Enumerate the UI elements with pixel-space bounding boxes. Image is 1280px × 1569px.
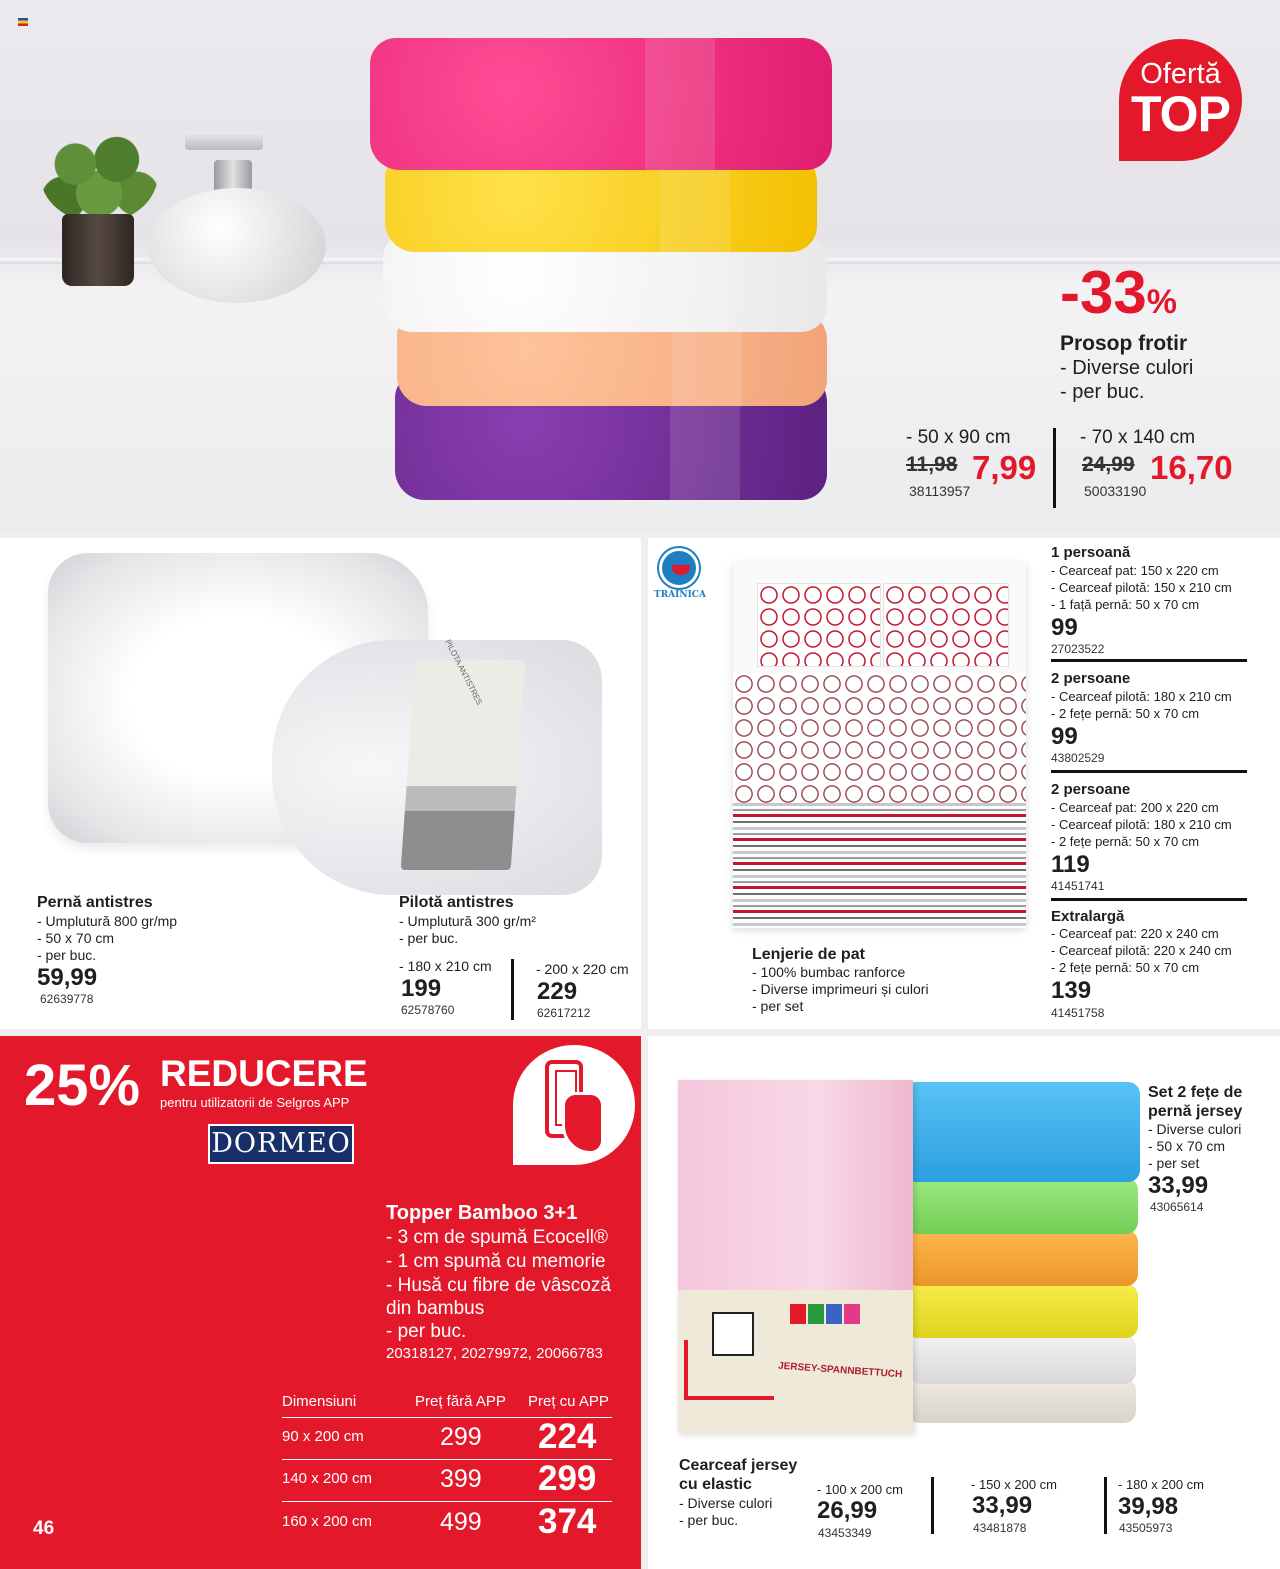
divider: [1053, 428, 1056, 508]
pillow-title: Pernă antistres: [37, 894, 153, 911]
divider: [511, 959, 514, 1020]
promo-percent: 25%: [24, 1053, 141, 1118]
topper-detail: - per buc.: [386, 1321, 467, 1342]
jersey-sheet-size: - 100 x 200 cm: [817, 1482, 903, 1497]
duvet-price: 229: [537, 978, 578, 1005]
jersey-sheet-price: 39,98: [1118, 1493, 1179, 1520]
bedding-variant-line: - 2 fețe pernă: 50 x 70 cm: [1051, 834, 1200, 849]
bedding-detail: - Diverse imprimeuri și culori: [752, 981, 929, 997]
pillowcase-image: [883, 583, 1009, 667]
jersey-pillow-title: Set 2 fețe de: [1148, 1084, 1243, 1101]
jersey-pillow-price: 33,99: [1148, 1172, 1209, 1199]
topper-detail: din bambus: [386, 1298, 485, 1319]
bedding-image: [733, 563, 1026, 928]
jersey-sheet-code: 43453349: [818, 1526, 872, 1540]
hero-section: [0, 0, 1280, 532]
bedding-variant-price: 99: [1051, 614, 1078, 641]
bedding-variant-name: 2 persoane: [1051, 670, 1131, 687]
pillow-detail: - 50 x 70 cm: [37, 930, 115, 946]
pillowcase-image: [757, 583, 881, 667]
variant-size: - 70 x 140 cm: [1080, 427, 1196, 448]
table-cell-price: 499: [440, 1508, 482, 1536]
jersey-pillow-detail: - 50 x 70 cm: [1148, 1138, 1226, 1154]
bedding-variant-line: - Cearceaf pilotă: 220 x 240 cm: [1051, 943, 1232, 958]
jersey-sheet-price: 33,99: [972, 1492, 1033, 1519]
discount-value: -33: [1060, 259, 1147, 326]
old-price: 24,99: [1082, 453, 1135, 476]
product-detail: - per buc.: [1060, 381, 1145, 403]
bedding-variant-code: 27023522: [1051, 642, 1105, 656]
bedding-variant-name: Extralargă: [1051, 908, 1125, 925]
bedding-title: Lenjerie de pat: [752, 946, 865, 963]
jersey-pillow-title: pernă jersey: [1148, 1103, 1243, 1120]
trainica-logo: [654, 548, 704, 614]
bedding-variant-line: - 2 fețe pernă: 50 x 70 cm: [1051, 960, 1200, 975]
jersey-pack-image: [678, 1080, 913, 1433]
bedding-variant-line: - Cearceaf pat: 200 x 220 cm: [1051, 800, 1219, 815]
jersey-pillow-detail: - Diverse culori: [1148, 1121, 1242, 1137]
separator: [0, 532, 1280, 538]
product-title: Prosop frotir: [1060, 332, 1188, 355]
jersey-orange-image: [906, 1230, 1138, 1286]
oferta-top-badge: [1119, 39, 1242, 161]
jersey-blue-image: [904, 1082, 1140, 1182]
duvet-size: - 200 x 220 cm: [536, 961, 629, 977]
divider: [1051, 659, 1247, 662]
table-header: Preț fără APP: [415, 1393, 506, 1410]
divider: [1104, 1477, 1107, 1534]
towel-pink-image: [370, 38, 832, 170]
duvet-title: Pilotă antistres: [399, 894, 514, 911]
duvet-detail: - Umplutură 300 gr/m²: [399, 913, 536, 929]
plant-image: [40, 125, 158, 223]
duvet-price: 199: [401, 975, 442, 1002]
jersey-white-image: [910, 1334, 1136, 1384]
table-header: Dimensiuni: [282, 1393, 357, 1410]
bedding-detail: - per set: [752, 998, 804, 1014]
divider: [1051, 770, 1247, 773]
badge-line2: TOP: [1131, 86, 1230, 142]
bedding-variant-line: - Cearceaf pat: 150 x 220 cm: [1051, 563, 1219, 578]
badge-line1: Ofertă: [1140, 58, 1221, 90]
table-cell-app-price: 374: [538, 1502, 597, 1541]
jersey-sheet-detail: - Diverse culori: [679, 1495, 773, 1511]
promo-subline: pentru utilizatorii de Selgros APP: [160, 1095, 350, 1110]
variant-size: - 50 x 90 cm: [906, 427, 1011, 448]
duvet-cover-pattern: [733, 673, 1026, 803]
bedding-variant-code: 41451741: [1051, 879, 1105, 893]
ship-icon: [659, 548, 699, 588]
divider: [1051, 898, 1247, 901]
product-detail: - Diverse culori: [1060, 357, 1194, 379]
jersey-sheet-price: 26,99: [817, 1497, 878, 1524]
table-cell-app-price: 299: [538, 1459, 597, 1498]
soap-dispenser-image: [148, 188, 326, 303]
bedding-variant-line: - Cearceaf pilotă: 150 x 210 cm: [1051, 580, 1232, 595]
jersey-sheet-code: 43481878: [973, 1521, 1027, 1535]
bedding-detail: - 100% bumbac ranforce: [752, 964, 906, 980]
soap-pump-head: [185, 132, 263, 150]
duvet-code: 62617212: [537, 1006, 591, 1020]
duvet-label-image: [401, 637, 526, 870]
table-header: Preț cu APP: [528, 1393, 609, 1410]
pillow-price: 59,99: [37, 964, 98, 991]
bedding-variant-line: - Cearceaf pat: 220 x 240 cm: [1051, 926, 1219, 941]
page-number: 46: [33, 1518, 55, 1539]
sale-price: 7,99: [972, 449, 1037, 486]
pillow-detail: - Umplutură 800 gr/mp: [37, 913, 178, 929]
discount-pct-sign: %: [1146, 283, 1177, 321]
discount-percent: [1060, 258, 1177, 327]
table-cell-price: 399: [440, 1465, 482, 1493]
sale-price: 16,70: [1150, 449, 1233, 486]
bedding-variant-price: 139: [1051, 977, 1092, 1004]
old-price: 11,98: [906, 453, 958, 476]
topper-detail: - 1 cm spumă cu memorie: [386, 1251, 606, 1272]
sheet-stripes: [733, 803, 1026, 928]
bedding-variant-name: 2 persoane: [1051, 781, 1131, 798]
jersey-sheet-size: - 150 x 200 cm: [971, 1477, 1057, 1492]
bedding-variant-line: - Cearceaf pilotă: 180 x 210 cm: [1051, 817, 1232, 832]
divider: [931, 1477, 934, 1534]
bedding-variant-line: - 1 față pernă: 50 x 70 cm: [1051, 597, 1200, 612]
bedding-variant-line: - 2 fețe pernă: 50 x 70 cm: [1051, 706, 1200, 721]
jersey-sheet-code: 43505973: [1119, 1521, 1173, 1535]
separator: [0, 1029, 1280, 1036]
bedding-variant-name: 1 persoană: [1051, 544, 1131, 561]
bedding-variant-line: - Cearceaf pilotă: 180 x 210 cm: [1051, 689, 1232, 704]
topper-title: Topper Bamboo 3+1: [386, 1202, 578, 1224]
jersey-beige-image: [908, 1378, 1136, 1423]
table-cell-size: 160 x 200 cm: [282, 1513, 373, 1530]
bedding-variant-price: 119: [1051, 851, 1090, 878]
product-code: 50033190: [1084, 483, 1147, 499]
topper-detail: - Husă cu fibre de vâscoză: [386, 1275, 611, 1296]
pack-red-shape: [684, 1340, 774, 1400]
trainica-label: TRAINICA: [654, 590, 706, 600]
duvet-label-text: PILOTA ANTISTRES: [443, 637, 484, 707]
bedding-variant-price: 99: [1051, 723, 1078, 750]
jersey-sheet-title: cu elastic: [679, 1476, 752, 1493]
table-cell-price: 299: [440, 1423, 482, 1451]
duvet-code: 62578760: [401, 1003, 455, 1017]
jersey-sheet-detail: - per buc.: [679, 1512, 739, 1528]
dormeo-logo: DORMEO: [208, 1124, 354, 1164]
jersey-sheet-size: - 180 x 200 cm: [1118, 1477, 1204, 1492]
topper-codes: 20318127, 20279972, 20066783: [386, 1345, 603, 1362]
table-cell-size: 90 x 200 cm: [282, 1428, 364, 1445]
plant-pot-image: [62, 214, 134, 286]
pillow-detail: - per buc.: [37, 947, 97, 963]
jersey-pillow-code: 43065614: [1150, 1200, 1204, 1214]
bedding-variant-code: 41451758: [1051, 1006, 1105, 1020]
product-code: 38113957: [909, 483, 971, 499]
table-cell-size: 140 x 200 cm: [282, 1470, 373, 1487]
promo-headline: REDUCERE: [160, 1053, 368, 1094]
jersey-pillow-detail: - per set: [1148, 1155, 1200, 1171]
jersey-green-image: [906, 1178, 1138, 1234]
pillow-code: 62639778: [40, 992, 94, 1006]
topper-detail: - 3 cm de spumă Ecocell®: [386, 1227, 609, 1248]
jersey-sheet-title: Cearceaf jersey: [679, 1457, 798, 1474]
duvet-size: - 180 x 210 cm: [399, 958, 492, 974]
bedding-variant-code: 43802529: [1051, 751, 1105, 765]
separator: [641, 538, 648, 1569]
table-cell-app-price: 224: [538, 1417, 597, 1456]
pack-text: JERSEY-SPANNBETTUCH: [777, 1360, 903, 1381]
duvet-detail: - per buc.: [399, 930, 459, 946]
jersey-yellow-image: [906, 1284, 1138, 1338]
flag-icon: [18, 18, 28, 26]
